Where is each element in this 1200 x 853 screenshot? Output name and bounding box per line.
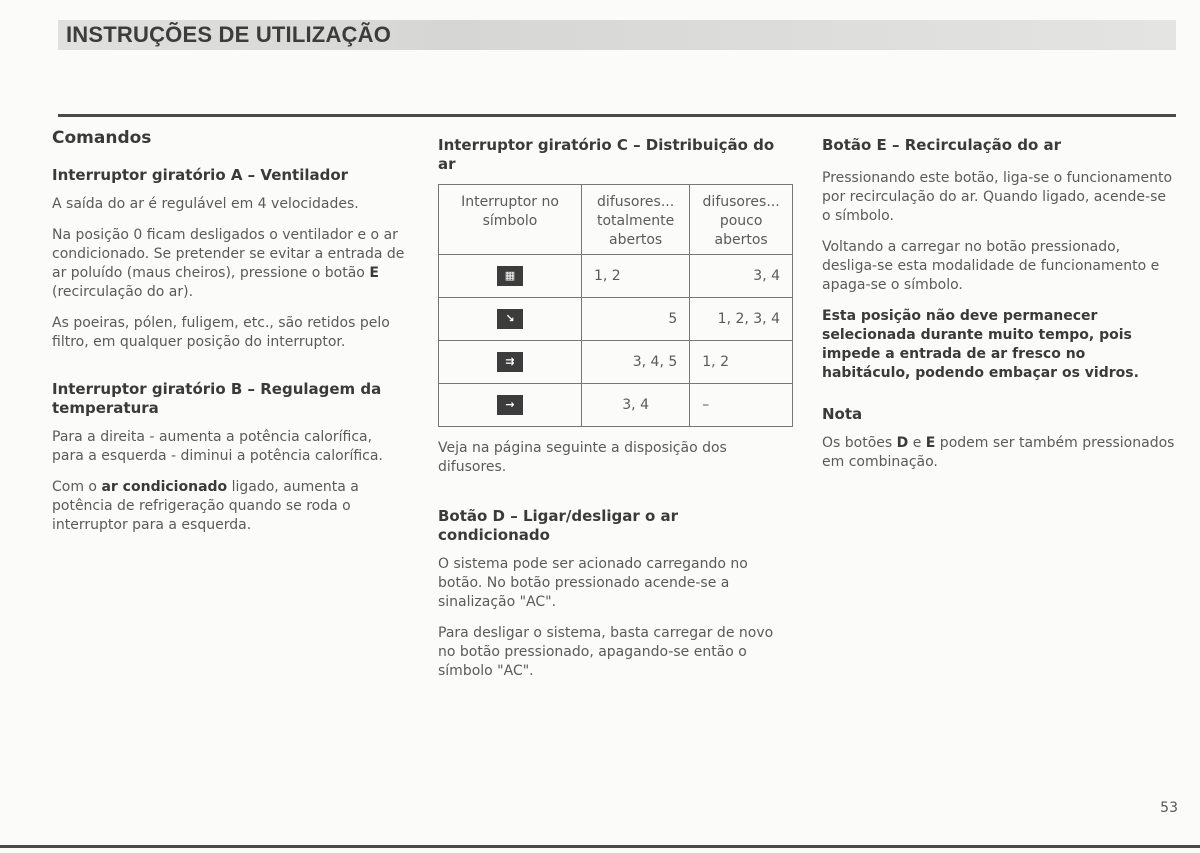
button-d-paragraph-2: Para desligar o sistema, basta carregar de novo no botão pressionado, apagando-se então o símbolo "AC".	[438, 625, 774, 679]
button-e-paragraph-1: Pressionando este botão, liga-se o funcionamento por recirculação do ar. Quando ligado, acende-se o símbolo.	[822, 170, 1173, 224]
nota-paragraph	[822, 434, 1178, 472]
section-title: Comandos	[52, 128, 152, 148]
switch-b-title: Interruptor giratório B – Regulagem da temperatura	[52, 380, 382, 417]
switch-a-title: Interruptor giratório A – Ventilador	[52, 166, 349, 184]
table-row	[439, 255, 793, 298]
button-d-ref: D	[896, 435, 909, 451]
text-run: e	[908, 435, 926, 451]
button-e-ref: E	[925, 435, 936, 451]
text-run: Os botões	[822, 435, 897, 451]
button-d-paragraph-1: O sistema pode ser acionado carregando no botão. No botão pressionado acende-se a sinalização "AC".	[438, 556, 748, 610]
table-cell-icon	[439, 384, 582, 427]
ac-ref: ar condicionado	[101, 479, 228, 495]
air-distribution-table	[438, 184, 793, 427]
windshield-defrost-icon: ▦	[497, 266, 523, 286]
text-run: ligado, aumenta a potência de refrigeração quando se roda o interruptor para a esquerda.	[52, 479, 359, 533]
table-cell: 5	[582, 298, 690, 341]
table-cell: 3, 4	[690, 255, 793, 298]
table-cell-icon	[439, 255, 582, 298]
text-run: Com o	[52, 479, 102, 495]
column-3	[822, 128, 1178, 484]
page-header-title: INSTRUÇÕES DE UTILIZAÇÃO	[66, 22, 392, 47]
table-cell: 1, 2	[582, 255, 690, 298]
recirculation-warning: Esta posição não deve permanecer selecionada durante muito tempo, pois impede a entrada de ar fresco no habitáculo, podendo embaçar os vidros.	[822, 308, 1139, 381]
table-header: difusores... pouco abertos	[690, 185, 793, 255]
button-e-title: Botão E – Recirculação do ar	[822, 136, 1062, 154]
nota-title: Nota	[822, 405, 863, 423]
table-cell: –	[690, 384, 793, 427]
table-row	[439, 298, 793, 341]
switch-a-paragraph-2	[52, 226, 408, 302]
airflow-face-feet-icon: ⇉	[497, 352, 523, 372]
switch-a-paragraph-3: As poeiras, pólen, fuligem, etc., são retidos pelo filtro, em qualquer posição do interruptor.	[52, 315, 390, 350]
page-number: 53	[1160, 800, 1178, 816]
switch-b-paragraph-1: Para a direita - aumenta a potência calorífica, para a esquerda - diminui a potência calorífica.	[52, 429, 383, 464]
table-cell: 3, 4, 5	[582, 341, 690, 384]
table-cell-icon	[439, 341, 582, 384]
table-cell-icon	[439, 298, 582, 341]
switch-b-paragraph-2	[52, 478, 408, 535]
airflow-face-icon: →	[497, 395, 523, 415]
bottom-divider	[0, 845, 1200, 848]
column-1	[52, 128, 408, 547]
table-header-row	[439, 185, 793, 255]
text-run: podem ser também pressionados em combinação.	[822, 435, 1175, 470]
table-row	[439, 384, 793, 427]
column-2	[438, 128, 793, 693]
switch-a-paragraph-1: A saída do ar é regulável em 4 velocidades.	[52, 196, 359, 212]
text-run: Na posição 0 ficam desligados o ventilador e o ar condicionado. Se pretender se evitar a entrada de ar poluído (maus cheiros), pressione o botão	[52, 227, 405, 281]
table-header: difusores... totalmente abertos	[582, 185, 690, 255]
table-cell: 1, 2, 3, 4	[690, 298, 793, 341]
switch-c-title: Interruptor giratório C – Distribuição do ar	[438, 136, 775, 173]
switch-c-note: Veja na página seguinte a disposição dos difusores.	[438, 440, 727, 475]
button-e-ref: E	[369, 265, 379, 281]
top-divider	[58, 114, 1176, 117]
text-run: (recirculação do ar).	[52, 284, 194, 300]
button-d-title: Botão D – Ligar/desligar o ar condicionado	[438, 507, 679, 544]
button-e-paragraph-2: Voltando a carregar no botão pressionado, desliga-se esta modalidade de funcionamento e apaga-se o símbolo.	[822, 239, 1160, 293]
table-cell: 3, 4	[582, 384, 690, 427]
table-row	[439, 341, 793, 384]
table-cell: 1, 2	[690, 341, 793, 384]
table-header: Interruptor no símbolo	[439, 185, 582, 255]
airflow-feet-icon: ↘	[497, 309, 523, 329]
